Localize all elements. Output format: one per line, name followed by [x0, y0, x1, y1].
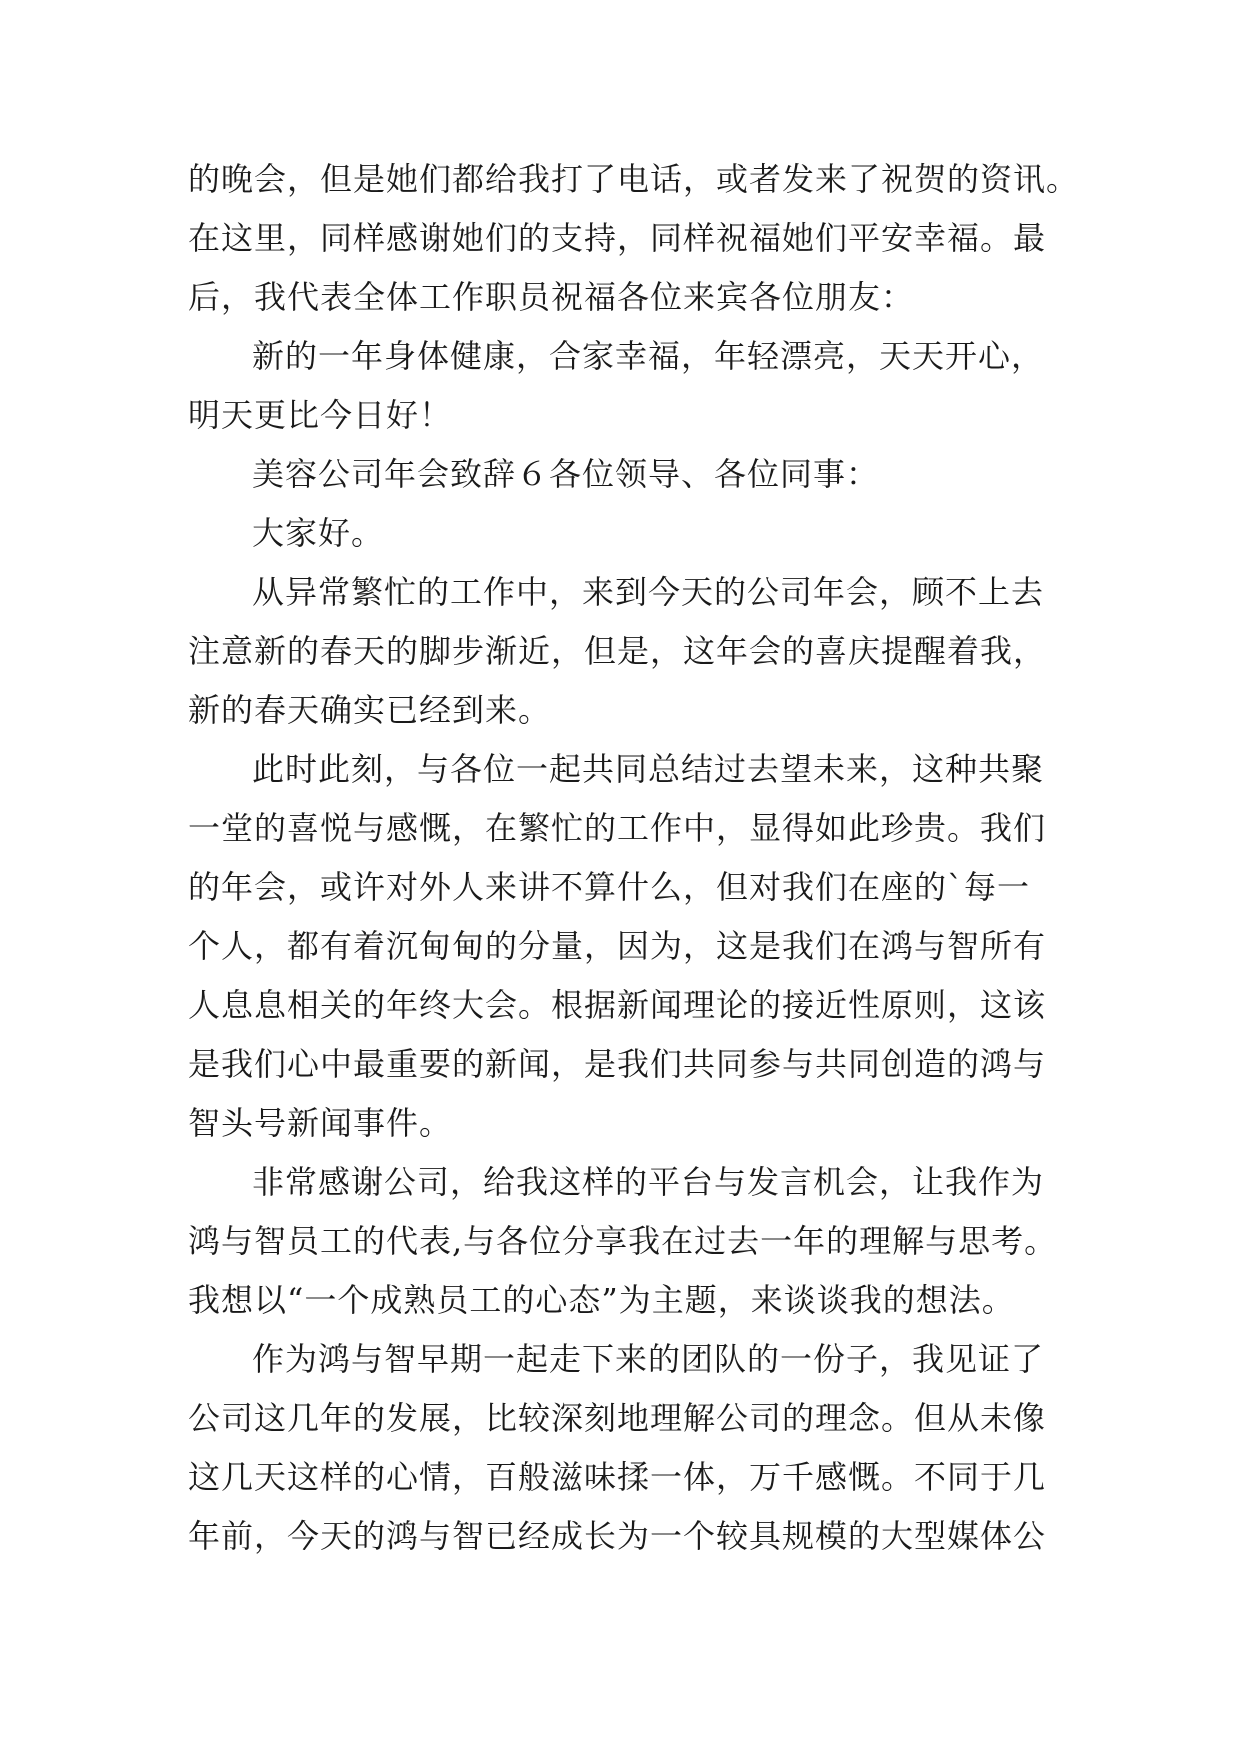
paragraph-first-line: 非常感谢公司，给我这样的平台与发言机会，让我作为 — [252, 1163, 1045, 1201]
text-line: 是我们心中最重要的新闻，是我们共同参与共同创造的鸿与 — [188, 1045, 1047, 1083]
paragraph-first-line: 作为鸿与智早期一起走下来的团队的一份子，我见证了 — [252, 1340, 1045, 1378]
document-body — [188, 150, 1080, 1566]
paragraph-first-line: 从异常繁忙的工作中，来到今天的公司年会，顾不上去 — [252, 573, 1045, 611]
text-line: 的年会，或许对外人来讲不算什么，但对我们在座的`每一 — [188, 868, 1031, 906]
text-line: 一堂的喜悦与感慨，在繁忙的工作中，显得如此珍贵。我们 — [188, 809, 1047, 847]
text-line: 后，我代表全体工作职员祝福各位来宾各位朋友： — [188, 278, 915, 316]
text-line: 明天更比今日好！ — [188, 396, 453, 434]
paragraph-first-line: 新的一年身体健康，合家幸福，年轻漂亮，天天开心， — [252, 337, 1045, 375]
text-line: 新的春天确实已经到来。 — [188, 691, 552, 729]
text-line: 这几天这样的心情，百般滋味揉一体，万千感慨。不同于几 — [188, 1458, 1047, 1496]
paragraph-first-line: 此时此刻，与各位一起共同总结过去望未来，这种共聚 — [252, 750, 1045, 788]
text-line: 的晚会，但是她们都给我打了电话，或者发来了祝贺的资讯。 — [188, 160, 1080, 198]
text-line: 鸿与智员工的代表,与各位分享我在过去一年的理解与思考。 — [188, 1222, 1058, 1260]
greeting-line: 大家好。 — [252, 514, 385, 552]
text-line: 我想以“一个成熟员工的心态”为主题，来谈谈我的想法。 — [188, 1281, 1015, 1319]
section-heading-line: 美容公司年会致辞６各位领导、各位同事： — [252, 455, 880, 493]
text-line: 个人，都有着沉甸甸的分量，因为，这是我们在鸿与智所有 — [188, 927, 1047, 965]
text-line: 年前，今天的鸿与智已经成长为一个较具规模的大型媒体公 — [188, 1517, 1047, 1555]
text-line: 公司这几年的发展，比较深刻地理解公司的理念。但从未像 — [188, 1399, 1047, 1437]
text-line: 注意新的春天的脚步渐近，但是，这年会的喜庆提醒着我， — [188, 632, 1047, 670]
text-line: 人息息相关的年终大会。根据新闻理论的接近性原则，这该 — [188, 986, 1047, 1024]
text-line: 在这里，同样感谢她们的支持，同样祝福她们平安幸福。最 — [188, 219, 1047, 257]
text-line: 智头号新闻事件。 — [188, 1104, 453, 1142]
